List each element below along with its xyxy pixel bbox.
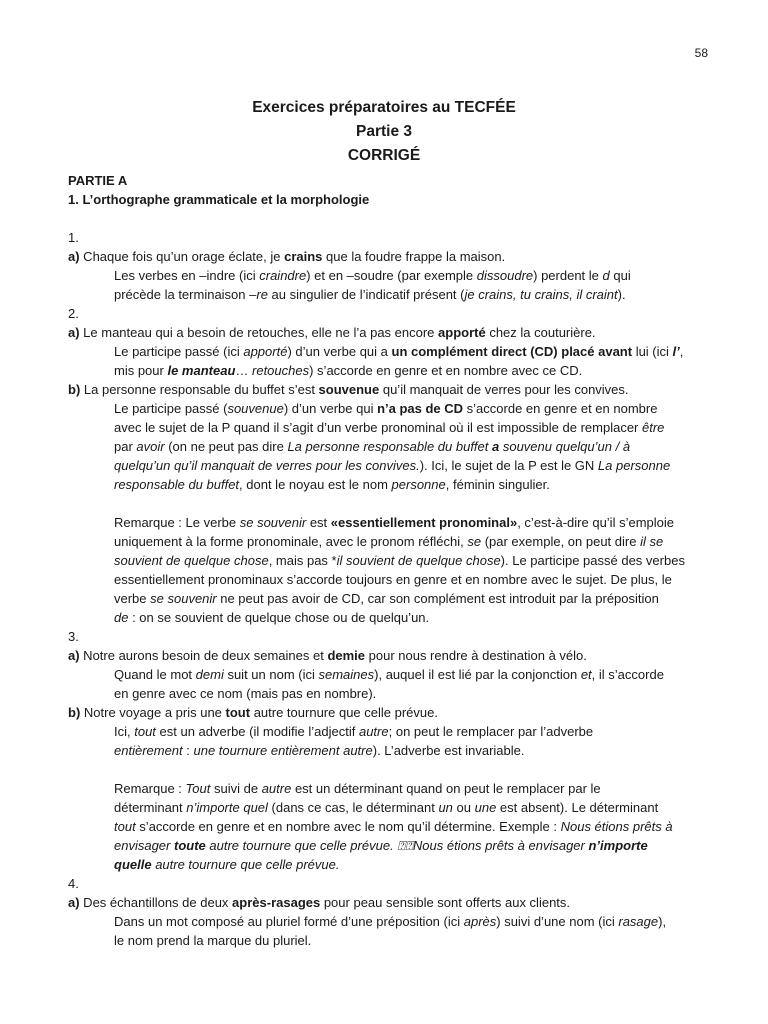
text-run: chez la couturière. (485, 325, 596, 340)
text-run: ), (658, 914, 667, 929)
text-run: ; on peut le remplacer par l’adverbe (388, 724, 594, 739)
text-line (68, 646, 718, 665)
text-run: est (306, 515, 331, 530)
text-line (68, 399, 718, 418)
text-run: se souvenir (150, 591, 217, 606)
text-run: l’ (672, 344, 680, 359)
text-run: , il s’accorde (591, 667, 664, 682)
text-line (68, 703, 718, 722)
text-run: le nom prend la marque du pluriel. (114, 933, 312, 948)
text-run: il se (640, 534, 664, 549)
text-run: en genre avec ce nom (mais pas en nombre). (114, 686, 377, 701)
text-run: … (235, 363, 253, 378)
text-run: ). L’adverbe est invariable. (372, 743, 525, 758)
text-run: , mais pas * (268, 553, 337, 568)
text-line (68, 266, 718, 285)
text-run: Tout (185, 781, 211, 796)
text-run: responsable du buffet (114, 477, 240, 492)
text-run: déterminant (114, 800, 187, 815)
text-line (68, 608, 718, 627)
text-run: ). (617, 287, 626, 302)
text-run: qu’il manquait de verres pour les convives. (379, 382, 629, 397)
text-run: , dont le noyau est le nom (239, 477, 392, 492)
text-run: personne (391, 477, 446, 492)
text-run: apporté (438, 325, 486, 340)
text-run: demi (195, 667, 224, 682)
text-run: PARTIE A (68, 173, 128, 188)
text-line (68, 456, 718, 475)
text-line (68, 513, 718, 532)
text-run: 4. (68, 876, 79, 891)
text-run: Le participe passé (ici (114, 344, 244, 359)
text-run: Dans un mot composé au pluriel formé d’une préposition (ici (114, 914, 464, 929)
text-run: ) d’un verbe qui a (287, 344, 392, 359)
text-run: se souvenir (239, 515, 307, 530)
text-line (68, 741, 718, 760)
text-run: semaines (318, 667, 375, 682)
document-label: CORRIGÉ (347, 147, 421, 164)
text-line (68, 855, 718, 874)
text-run: après-rasages (232, 895, 321, 910)
text-run: (par exemple, on peut dire (481, 534, 641, 549)
page-number: 58 (694, 46, 708, 60)
text-run: d (602, 268, 610, 283)
text-run: s’accorde en genre et en nombre avec le nom qu’il détermine. Exemple : (135, 819, 561, 834)
text-run: le (658, 572, 672, 587)
text-run: demie (327, 648, 366, 663)
text-run: 1. (68, 230, 79, 245)
text-run: a) (68, 249, 80, 264)
text-run: n’a pas de CD (377, 401, 464, 416)
document-title: Exercices préparatoires au TECFÉE (252, 99, 516, 116)
text-run: autre (261, 781, 292, 796)
text-run: verbe (114, 591, 151, 606)
text-run: uniquement à la forme pronominale, avec le pronom réfléchi, (114, 534, 468, 549)
text-line (68, 817, 718, 836)
text-run: rasage (618, 914, 659, 929)
text-line (68, 304, 718, 323)
text-line (68, 570, 718, 589)
text-run: suit un nom (ici (223, 667, 319, 682)
text-run: a) (68, 648, 80, 663)
text-run: ) s’accorde en genre et en nombre avec ce CD. (309, 363, 583, 378)
text-line (68, 342, 718, 361)
text-run: La personne responsable du buffet s’est (80, 382, 319, 397)
text-run: n’importe quel (186, 800, 268, 815)
text-line (68, 551, 718, 570)
text-run: après (463, 914, 497, 929)
text-run: mis pour (114, 363, 168, 378)
text-run: 3. (68, 629, 79, 644)
text-line (68, 836, 718, 855)
text-run: autre (358, 724, 389, 739)
text-run: être (642, 420, 665, 435)
text-run: La personne responsable du buffet (287, 439, 492, 454)
text-line (68, 589, 718, 608)
text-run: a) (68, 325, 80, 340)
text-run: Notre aurons besoin de deux semaines et (79, 648, 328, 663)
document-body (68, 171, 718, 950)
text-line (68, 380, 718, 399)
text-run: ne peut pas avoir de CD, car son complément est introduit par la préposition (216, 591, 659, 606)
text-line (68, 361, 718, 380)
text-run: une tournure entièrement autre (193, 743, 373, 758)
text-run: Remarque : (114, 781, 186, 796)
text-line (68, 418, 718, 437)
text-run: b) (68, 382, 81, 397)
text-run: pour nous rendre à destination à vélo. (365, 648, 587, 663)
text-run: 2. (68, 306, 79, 321)
text-run: , c’est-à-dire qu’il s’emploie (517, 515, 674, 530)
text-run: qui (609, 268, 631, 283)
text-run: ou (452, 800, 475, 815)
text-run: ) perdent le (533, 268, 603, 283)
text-run: crains (284, 249, 323, 264)
text-run: autre tournure que celle prévue. (151, 857, 340, 872)
text-line (68, 893, 718, 912)
text-run: un (438, 800, 453, 815)
text-run: quelqu’un qu’il manquait de verres pour les convives. (114, 458, 420, 473)
text-run: ), auquel il est lié par la conjonction (374, 667, 581, 682)
text-line (68, 228, 718, 247)
text-run: ). Le participe passé des verbes (500, 553, 685, 568)
text-run: Remarque : Le verbe (114, 515, 240, 530)
text-run: tout (134, 724, 156, 739)
text-run: , féminin singulier. (445, 477, 550, 492)
text-run: : (182, 743, 194, 758)
text-run: Notre voyage a pris une (80, 705, 226, 720)
document-header (0, 96, 768, 168)
text-line (68, 190, 718, 209)
text-run: avec le sujet de la P quand il s’agit d’un verbe pronominal où il est impossible de remplacer (114, 420, 642, 435)
text-run: souvenue (227, 401, 284, 416)
text-run: autre tournure que celle prévue. (250, 705, 438, 720)
blank-line (68, 209, 718, 228)
text-line (68, 532, 718, 551)
text-run: une (474, 800, 497, 815)
text-run: (on ne peut pas dire (164, 439, 288, 454)
text-line (68, 931, 718, 950)
text-run: 1. L’orthographe grammaticale et la morphologie (68, 192, 370, 207)
text-run: entièrement (114, 743, 183, 758)
text-run: ). Ici, le sujet de la P est le GN (419, 458, 598, 473)
text-run: a) (68, 895, 80, 910)
text-run: que la foudre frappe la maison. (322, 249, 506, 264)
text-line (68, 665, 718, 684)
text-line (68, 684, 718, 703)
text-run: ) et en –soudre (par exemple (306, 268, 477, 283)
text-run: il souvient de quelque chose (336, 553, 501, 568)
text-run: «essentiellement pronominal» (330, 515, 518, 530)
text-run: est absent). Le déterminant (496, 800, 659, 815)
text-run: par (114, 439, 137, 454)
text-run: re (256, 287, 268, 302)
text-run: est un déterminant quand on peut le remplacer par le (291, 781, 601, 796)
text-run: retouches (252, 363, 310, 378)
text-run: Le manteau qui a besoin de retouches, elle ne l’a pas encore (79, 325, 439, 340)
text-line (68, 323, 718, 342)
text-run: souvenue (318, 382, 380, 397)
text-run: craindre (259, 268, 307, 283)
text-run: Chaque fois qu’un orage éclate, je (79, 249, 285, 264)
text-run: se (467, 534, 482, 549)
text-run: tout (225, 705, 251, 720)
text-line (68, 171, 718, 190)
text-run: a (492, 439, 500, 454)
text-run: souvenu quelqu’un / à (499, 439, 631, 454)
text-run: envisager (114, 838, 174, 853)
text-run: : on se souvient de quelque chose ou de quelqu’un. (128, 610, 430, 625)
text-run: essentiellement pronominaux s’accorde toujours en genre et en nombre avec le sujet. De plus, (114, 572, 659, 587)
text-run: La personne (597, 458, 671, 473)
text-run: au singulier de l’indicatif présent ( (267, 287, 465, 302)
text-run: s’accorde en genre et en nombre (463, 401, 658, 416)
text-run: je crains, tu crains, il craint (464, 287, 618, 302)
text-run: ) suivi d’une nom (ici (496, 914, 619, 929)
text-run: , (679, 344, 684, 359)
blank-line (68, 760, 718, 779)
text-line (68, 912, 718, 931)
text-run: toute (173, 838, 206, 853)
text-run: pour peau sensible sont offerts aux clients. (320, 895, 571, 910)
text-run: Le participe passé ( (114, 401, 228, 416)
text-line (68, 798, 718, 817)
text-run: le manteau (167, 363, 236, 378)
text-run: quelle (114, 857, 152, 872)
text-run: Les verbes en –indre (ici (114, 268, 260, 283)
text-line (68, 285, 718, 304)
text-run: lui (ici (632, 344, 673, 359)
blank-line (68, 494, 718, 513)
text-run: Des échantillons de deux (79, 895, 233, 910)
text-line (68, 247, 718, 266)
text-run: suivi de (210, 781, 262, 796)
text-run: ) d’un verbe qui (283, 401, 378, 416)
text-run: (dans ce cas, le déterminant (267, 800, 439, 815)
text-run: autre tournure que celle prévue. ⍰⍰Nous étions prêts à envisager (205, 838, 589, 853)
text-run: de (114, 610, 129, 625)
text-run: apporté (243, 344, 288, 359)
text-run: Ici, (114, 724, 135, 739)
document-part: Partie 3 (355, 123, 412, 140)
text-line (68, 722, 718, 741)
text-run: précède la terminaison – (114, 287, 257, 302)
text-run: n’importe (588, 838, 648, 853)
text-line (68, 437, 718, 456)
text-run: souvient de quelque chose (114, 553, 269, 568)
text-line (68, 779, 718, 798)
text-run: tout (114, 819, 136, 834)
text-run: dissoudre (476, 268, 534, 283)
text-run: b) (68, 705, 81, 720)
text-line (68, 874, 718, 893)
text-line (68, 475, 718, 494)
text-run: Nous étions prêts à (560, 819, 673, 834)
text-run: et (580, 667, 592, 682)
text-run: avoir (136, 439, 165, 454)
text-run: est un adverbe (il modifie l’adjectif (155, 724, 359, 739)
text-run: un complément direct (CD) placé avant (391, 344, 633, 359)
text-line (68, 627, 718, 646)
text-run: Quand le mot (114, 667, 196, 682)
